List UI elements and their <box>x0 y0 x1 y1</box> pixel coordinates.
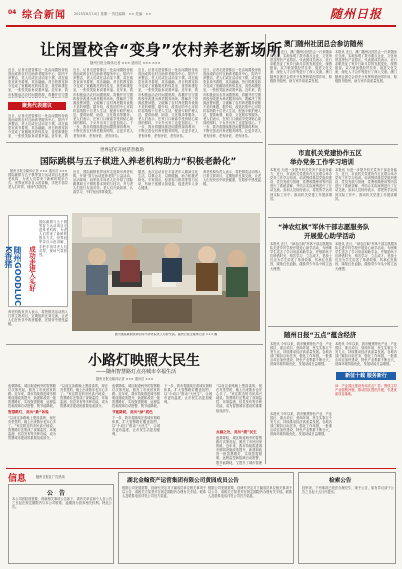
vertical-promo-text: 国际跳棋与五子棋等智力运动项目走进养老机构，为老人们带来了新鲜的娱乐方式。世界冠军亲自示范讲解，手把手指导老人们对弈，现场气氛热烈。 <box>39 220 67 257</box>
right-bottom-tag: 新征十载 服务新行 <box>336 372 396 380</box>
company-notice-title: 湖北金翰资产运营集团有限公司黄园成员公告 <box>127 478 239 484</box>
right-bottom-body-c: 本报讯 今年以来，我市聚焦特色产业、产业园区、重点项目、营商环境、民生实事五个发力点，持续推动经济高质量发展。各地各部门紧扣目标任务，强化工作举措，一批重点项目加快建设，特色产业集群不断壮大，营商环境持续优化，发展动能日益增强。 <box>270 412 332 437</box>
special-byline: 随州日报全媒体记者 ××× 通讯员 ××× <box>10 169 68 173</box>
notice-body: 本公司因经营需要，现就相关事项公告如下，请有关单位和个人自公告之日起在规定期限内与本公司联系，逾期视为放弃相关权利。特此公告。 <box>12 497 112 510</box>
right-mid2-title2: 开展爱心助学活动 <box>304 232 356 240</box>
lead-byline: 随州日报全媒体记者 ××× 通讯员 ××× ××× <box>90 61 161 65</box>
lead-body-col2: 近日，记者走进曾都区一处由闲置校舍改造而成的农村互助养老服务中心，院内干净整洁，老人们或在活动室下棋，或在阅览室读书看报，其乐融融。昔日的教室如今变成了宽敞明亮的休息室、食堂和康复室，一张张笑脸诉说着幸福。近年来，我市积极盘活农村闲置资源，将撤并后空置的校舍改建为养老服务场所，既解决了资源浪费问题，又破解了农村养老服务设施不足的难题。据介绍，改造后的中心可同时容纳数十位老人生活，配备专职护理人员，提供助餐、助浴、文化娱乐等服务。老人们表示，在家门口就能享受到贴心周到的照料，子女外出务工也更加放心。下一步，我市将继续推进闲置资源再利用，不断完善农村养老服务网络，让更多老人老有所养、老有所依、老有所乐。 <box>73 68 133 138</box>
inspection-notice-title: 检索公告 <box>329 478 352 484</box>
right-top-title: 澳门随州社团总会参访随州 <box>284 40 364 48</box>
section-title: 综合新闻 <box>22 10 66 21</box>
lower-subhead-3: 点滴之处，亮出“暖”民生 <box>216 430 257 434</box>
company-notice-box <box>118 472 294 564</box>
right-mid1-rule <box>268 217 398 218</box>
right-mid2-body-b: 本报讯 近日，“神农红枫”军休干部志愿服务队走进乡村学校开展爱心助学活动，为困难学生送去了学习用品和助学金，并勉励孩子们珍惜时光、刻苦学习、立志成才。老战士们还为学生讲述了革命故事，传承红色基因，赓续红色血脉，激励青少年从小树立远大理想。 <box>335 242 397 271</box>
ads-top-rule <box>6 468 396 469</box>
special-title: 国际跳棋与五子棋进入养老机构助力“积极老龄化” <box>40 157 237 167</box>
vertical-promo-label: 随州GOODLUCK香猪 <box>4 246 22 306</box>
lead-tag: 聚焦代表建议 <box>8 102 66 110</box>
lower-col3: 夜幕降临，城区街道两旁的智慧路灯次第亮起，照亮了市民回家的路。近年来，我市持续推进城市照明设施改造提升，新建和改造一批智慧路灯，实现按需照明、远程监控和故障自动报警，既节能降耗， <box>112 384 160 408</box>
lower-byline: 随州日报全媒体记者 ××× 通讯员 ××× <box>96 377 154 381</box>
paper-logo: 随州日报 <box>330 7 383 21</box>
right-mid2-title: “神农红枫”军休干部志愿服务队 <box>278 223 370 231</box>
inspection-notice-box <box>298 472 396 564</box>
lower-col4: 下一步，我市将继续完善城市照明体系，扩大智慧路灯覆盖范围，以“小切口”推动“大民生”，让城市更有温度，让市民生活更加便利。 <box>164 384 212 405</box>
lower-col5: “以前这条路晚上黑漆漆的，现在亮堂堂的，晚上出来散步也安心多了。”家住附近的市民高兴地说。智慧路灯还集成了视频监控、环境监测、信息发布等多种功能，成为智慧城市建设的重要组成部分。 <box>216 384 262 413</box>
right-column-divider <box>265 34 266 464</box>
lead-body-col1: 近日，记者走进曾都区一处由闲置校舍改造而成的农村互助养老服务中心，院内干净整洁，老人们或在活动室下棋，或在阅览室读书看报，其乐融融。昔日的教室如今变成了宽敞明亮的休息室、食堂和康复室，一张张笑脸诉说着幸福。近年来，我市积极盘活农村闲置资源，将撤并后空置 <box>8 68 68 97</box>
lower-col5b: 夜幕降临，城区街道两旁的智慧路灯次第亮起，照亮了市民回家的路。近年来，我市持续推进城市照明设施改造提升，新建和改造一批智慧路灯，实现按需照明、远程监控和故障自动报警，既节能降耗，又提升了城市管理 <box>216 436 262 465</box>
lead-body-col4: 近日，记者走进曾都区一处由闲置校舍改造而成的农村互助养老服务中心，院内干净整洁，老人们或在活动室下棋，或在阅览室读书看报，其乐融融。昔日的教室如今变成了宽敞明亮的休息室、食堂和康复室，一张张笑脸诉说着幸福。近年来，我市积极盘活农村闲置资源，将撤并后空置的校舍改建为养老服务场所，既解决了资源浪费问题，又破解了农村养老服务设施不足的难题。据介绍，改造后的中心可同时容纳数十位老人生活，配备专职护理人员，提供助餐、助浴、文化娱乐等服务。老人们表示，在家门口就能享受到贴心周到的照料，子女外出务工也更加放心。下一步，我市将继续推进闲置资源再利用，不断完善农村养老服务网络，让更多老人老有所养、老有所依、老有所乐。 <box>203 68 261 138</box>
inspection-notice-body: 经审查，下列事项已依法办理完毕，现予公告，如有异议请于公告之日起十五日内提出。 <box>302 486 394 495</box>
right-mid1-title: 市直机关党建协作五区 <box>298 149 362 157</box>
right-bottom-qa: 问：产业园区建设有何亮点？答：围绕主导产业强链补链，推动园区提档升级，引进优质项目落地。 <box>335 384 397 397</box>
lower-subhead-1: 智慧路灯，亮出“新”体验 <box>8 410 49 414</box>
vertical-promo <box>4 215 68 307</box>
notice-title: 公 告 <box>47 490 66 497</box>
special-photo <box>72 213 260 331</box>
ads-left-label: 信息 <box>8 474 27 484</box>
lead-body-col1b: 近日，记者走进曾都区一处由闲置校舍改造而成的农村互助养老服务中心，院内干净整洁，老人们或在活动室下棋，或在阅览室读书看报，其乐融融。昔日的教室如今变成了宽敞明亮的休息室、食堂和康复室，一张张笑脸诉说着幸福。近年来，我 <box>8 114 68 138</box>
lower-title: 小路灯映照大民生 <box>88 353 200 369</box>
right-top-rule <box>268 144 398 145</box>
right-mid2-body-a: 本报讯 近日，“神农红枫”军休干部志愿服务队走进乡村学校开展爱心助学活动，为困难学生送去了学习用品和助学金，并勉励孩子们珍惜时光、刻苦学习、立志成才。老战士们还为学生讲述了革命故事，传承红色基因，赓续红色血脉，激励青少年从小树立远大理想。 <box>270 242 332 271</box>
company-notice-body-a: 根据公司发展需要，经研究决定对下属成员单位相关事项予以公告，请相关方知悉并在规定期限内办理有关手续。联系人及联系电话详见公司官方渠道。 <box>122 486 206 499</box>
special-bottom-rule <box>6 344 263 345</box>
right-bottom-title: 随州日报“五点”蕴含经济 <box>284 331 357 339</box>
special-col4: 养老机构负责人表示，将把棋类活动纳入日常文娱项目，定期组织比赛交流，让老人们在快乐中收获健康，在陪伴中感受温暖。 <box>203 170 261 187</box>
lead-title: 让闲置校舍“变身”农村养老新场所 <box>40 41 283 59</box>
date-line: 2023年8月14日 星期一 责任编辑：×× 美编：×× <box>74 12 152 16</box>
special-col2: 近日，国际跳棋世界冠军走进我市养老机构，开展“智力运动进养老院”公益活动。活动现场，冠军选手向老人们介绍了国际跳棋和五子棋的基本规则与技巧，并与老人们进行友谊对弈。老人们兴致勃勃，认真学习，不时发出阵阵欢笑。 <box>73 170 133 195</box>
lower-col3b: 下一步，我市将继续完善城市照明体系，扩大智慧路灯覆盖范围，以“小切口”推动“大民生”，让城市更有温度，让市民生活更加便利。 <box>112 416 160 437</box>
lower-col1: 夜幕降临，城区街道两旁的智慧路灯次第亮起，照亮了市民回家的路。近年来，我市持续推进城市照明设施改造提升，新建和改造一批智慧路灯，实现按需照明、远程监控和故障自动报警，既节能降耗， <box>8 384 56 408</box>
right-mid1-body-a: 本报讯 为进一步提升机关党务干部业务能力，近日，市直机关党建协作五区联合举办党务工作学习培训。培训围绕基层党组织建设、党员发展与管理、党费收缴使用等内容进行了系统讲解，并结合实际案例进行了互动交流。参训人员纷纷表示，将把所学运用到实际工作中，推动机关党建工作提质增效。 <box>270 168 332 201</box>
ads-left-strip: 随州日报社广告热线 <box>36 475 65 479</box>
company-notice-body-b: 根据公司发展需要，经研究决定对下属成员单位相关事项予以公告，请相关方知悉并在规定期限内办理有关手续。联系人及联系电话详见公司官方渠道。 <box>208 486 292 499</box>
special-side-col: 养老机构负责人表示，将把棋类活动纳入日常文娱项目，定期组织比赛交流，让老人们在快乐中收获健康，在陪伴中感受温暖。 <box>8 310 68 327</box>
special-kicker: 世界冠军开展慈善救助 <box>100 148 144 153</box>
special-photo-caption: 图为国际跳棋世界冠军与养老院老人对弈交流。随州日报全媒体记者 ××× 摄 <box>114 333 218 336</box>
masthead-rule <box>6 25 396 27</box>
right-top-body-a: 本报讯 近日，澳门随州社团总会一行来随参访交流，实地参观了我市重点企业、文化场馆及特色产业园区。代表团成员表示，此行亲眼见证了家乡日新月异的发展变化，深感振奋。双方就加强经贸往来、促进文化交流、深化人才合作等进行了深入交流。澳门随州社团总会将充分发挥桥梁纽带作用，积极推介随州，助力家乡高质量发展。 <box>270 50 332 83</box>
vertical-promo-label2: 成功走进入头好 <box>28 246 36 292</box>
special-col3: 据悉，此次活动旨在丰富老年人精神文化生活，以棋会友、以棋健脑，助力积极老龄化。专家指出，经常参与棋类等智力运动，有助于延缓认知衰退，促进老年人身心健康。 <box>138 170 198 191</box>
right-mid2-rule <box>268 326 398 327</box>
notice-box <box>8 484 114 564</box>
masthead <box>0 0 402 30</box>
special-intro: 国际跳棋与五子棋等智力运动项目走进养老机构，为老人们带来了新鲜的娱乐方式。世界冠军亲自示范讲解，手把手指导老人们对弈，现场气氛热烈。 <box>8 173 68 190</box>
right-bottom-body-a: 本报讯 今年以来，我市聚焦特色产业、产业园区、重点项目、营商环境、民生实事五个发力点，持续推动经济高质量发展。各地各部门紧扣目标任务，强化工作举措，一批重点项目加快建设，特色产业集群不断壮大，营商环境持续优化，发展动能日益增强。 <box>270 342 332 367</box>
page-number: 04 <box>8 9 17 16</box>
right-top-body-b: 本报讯 近日，澳门随州社团总会一行来随参访交流，实地参观了我市重点企业、文化场馆及特色产业园区。代表团成员表示，此行亲眼见证了家乡日新月异的发展变化，深感振奋。双方就加强经贸往来、促进文化交流、深化人才合作等进行了深入交流。澳门随州社团总会将充分发挥桥梁纽带作用，积极推介随州，助力家乡高质量发展。 <box>335 50 397 83</box>
lower-subtitle: ——随州智慧路灯点亮城市幸福生活 <box>96 369 177 375</box>
right-mid1-title2: 举办党务工作学习培训 <box>290 158 354 166</box>
lead-bottom-rule <box>6 142 263 143</box>
photo-illustration <box>72 213 260 331</box>
lower-subhead-2: 节能降耗，亮出“绿”底色 <box>112 410 153 414</box>
lower-col1b: “以前这条路晚上黑漆漆的，现在亮堂堂的，晚上出来散步也安心多了。”家住附近的市民高兴地说。智慧路灯还集成了视频监控、环境监测、信息发布等多种功能，成为智慧城市建设的重要组成部分。 <box>8 416 56 441</box>
right-bottom-body-b: 本报讯 今年以来，我市聚焦特色产业、产业园区、重点项目、营商环境、民生实事五个发力点，持续推动经济高质量发展。各地各部门紧扣目标任务，强化工作举措，一批重点项目加快建设，特色产业集群不断壮大，营商环境持续优化，发展动能日益增强。 <box>335 342 397 367</box>
lower-col2: “以前这条路晚上黑漆漆的，现在亮堂堂的，晚上出来散步也安心多了。”家住附近的市民高兴地说。智慧路灯还集成了视频监控、环境监测、信息发布等多种功能，成为智慧城市建设的重要组成部分。 <box>60 384 108 409</box>
lead-body-col3: 近日，记者走进曾都区一处由闲置校舍改造而成的农村互助养老服务中心，院内干净整洁，老人们或在活动室下棋，或在阅览室读书看报，其乐融融。昔日的教室如今变成了宽敞明亮的休息室、食堂和康复室，一张张笑脸诉说着幸福。近年来，我市积极盘活农村闲置资源，将撤并后空置的校舍改建为养老服务场所，既解决了资源浪费问题，又破解了农村养老服务设施不足的难题。据介绍，改造后的中心可同时容纳数十位老人生活，配备专职护理人员，提供助餐、助浴、文化娱乐等服务。老人们表示，在家门口就能享受到贴心周到的照料，子女外出务工也更加放心。下一步，我市将继续推进闲置资源再利用，不断完善农村养老服务网络，让更多老人老有所养、老有所依、老有所乐。 <box>138 68 198 138</box>
right-mid1-body-b: 本报讯 为进一步提升机关党务干部业务能力，近日，市直机关党建协作五区联合举办党务工作学习培训。培训围绕基层党组织建设、党员发展与管理、党费收缴使用等内容进行了系统讲解，并结合实际案例进行了互动交流。参训人员纷纷表示，将把所学运用到实际工作中，推动机关党建工作提质增效。 <box>335 168 397 201</box>
